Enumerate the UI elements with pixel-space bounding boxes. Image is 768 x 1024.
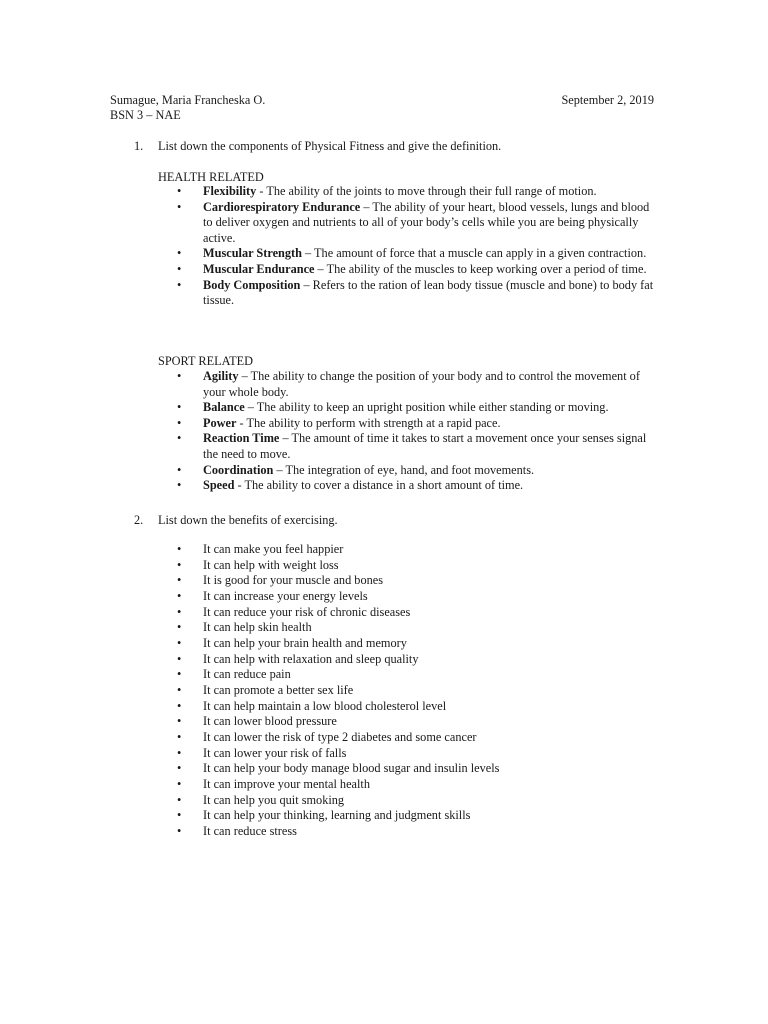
term: Muscular Endurance <box>203 261 315 276</box>
benefit-text: It can promote a better sex life <box>203 682 354 697</box>
definition: The ability to perform with strength at a rapid pace. <box>246 415 501 430</box>
list-item <box>158 542 658 558</box>
term: Speed <box>203 478 235 493</box>
list-item <box>158 400 658 416</box>
bullet-icon: • <box>177 557 182 572</box>
bullet-icon: • <box>177 823 182 838</box>
list-item <box>158 777 658 793</box>
list-item <box>158 369 658 400</box>
bullet-icon: • <box>177 620 182 635</box>
definition: The ability to keep an upright position while either standing or moving. <box>256 400 609 415</box>
benefit-text: It can make you feel happier <box>203 542 344 556</box>
list-item <box>158 262 658 278</box>
student-name: Sumague, Maria Francheska O. <box>110 93 266 107</box>
bullet-icon: • <box>177 745 182 760</box>
separator: – <box>273 462 286 477</box>
benefit-text: It can reduce pain <box>203 667 291 682</box>
list-item <box>158 200 658 247</box>
list-item <box>158 793 658 809</box>
bullet-icon: • <box>177 415 182 430</box>
bullet-icon: • <box>177 588 182 603</box>
list-item <box>158 636 658 652</box>
benefit-text: It can help with weight loss <box>203 557 339 572</box>
list-item <box>158 746 658 762</box>
definition: Refers to the ration of lean body tissue (muscle and bone) to body fat tissue. <box>203 277 654 308</box>
list-item <box>158 184 658 200</box>
term: Agility <box>203 369 239 383</box>
bullet-icon: • <box>177 246 182 261</box>
list-item <box>158 620 658 636</box>
definition: The ability of your heart, blood vessels, lungs and blood to deliver oxygen and nutrients to all of your body’s cells while you are being physically active. <box>203 199 650 245</box>
bullet-icon: • <box>177 573 182 588</box>
bullet-icon: • <box>177 199 182 214</box>
benefit-text: It can help your brain health and memory <box>203 635 407 650</box>
term: Power <box>203 415 237 430</box>
separator: – <box>238 369 251 383</box>
list-item <box>158 761 658 777</box>
sport-related-heading: SPORT RELATED <box>158 354 254 368</box>
bullet-icon: • <box>177 729 182 744</box>
list-item <box>158 478 658 494</box>
list-item <box>158 605 658 621</box>
question-text: List down the components of Physical Fitness and give the definition. <box>158 139 502 153</box>
definition: The ability to change the position of your body and to control the movement of your whole body. <box>203 369 640 399</box>
bullet-icon: • <box>177 604 182 619</box>
list-item <box>158 714 658 730</box>
list-item <box>158 699 658 715</box>
health-related-list <box>158 184 658 309</box>
list-item <box>158 416 658 432</box>
definition: The amount of time it takes to start a movement once your senses signal the need to move. <box>203 431 647 461</box>
bullet-icon: • <box>177 792 182 807</box>
bullet-icon: • <box>177 761 182 776</box>
bullet-icon: • <box>177 431 182 446</box>
separator: - <box>234 478 245 493</box>
bullet-icon: • <box>177 651 182 666</box>
term: Cardiorespiratory Endurance <box>203 199 361 214</box>
list-item <box>158 824 658 840</box>
health-related-heading: HEALTH RELATED <box>158 170 264 184</box>
benefit-text: It is good for your muscle and bones <box>203 573 383 588</box>
question-number: 2. <box>134 513 144 527</box>
bullet-icon: • <box>177 542 182 556</box>
course-section: BSN 3 – NAE <box>110 108 181 122</box>
term: Flexibility <box>203 184 257 198</box>
question-text: List down the benefits of exercising. <box>158 513 338 527</box>
bullet-icon: • <box>177 682 182 697</box>
benefit-text: It can help with relaxation and sleep quality <box>203 651 419 666</box>
separator: – <box>301 246 315 261</box>
benefit-text: It can lower your risk of falls <box>203 745 347 760</box>
list-item <box>158 558 658 574</box>
list-item <box>158 589 658 605</box>
bullet-icon: • <box>177 714 182 729</box>
benefits-list <box>158 542 658 839</box>
benefit-text: It can reduce stress <box>203 823 297 838</box>
bullet-icon: • <box>177 698 182 713</box>
term: Balance <box>203 400 245 415</box>
bullet-icon: • <box>177 635 182 650</box>
list-item <box>158 463 658 479</box>
benefit-text: It can help your body manage blood sugar and insulin levels <box>203 761 500 776</box>
bullet-icon: • <box>177 184 182 198</box>
list-item <box>158 652 658 668</box>
separator: – <box>314 261 327 276</box>
benefit-text: It can reduce your risk of chronic diseases <box>203 604 411 619</box>
benefit-text: It can increase your energy levels <box>203 588 368 603</box>
separator: - <box>256 184 267 198</box>
term: Reaction Time <box>203 431 280 446</box>
term: Muscular Strength <box>203 246 302 261</box>
benefit-text: It can help your thinking, learning and judgment skills <box>203 808 471 823</box>
bullet-icon: • <box>177 808 182 823</box>
benefit-text: It can improve your mental health <box>203 776 370 791</box>
definition: The ability of the joints to move through their full range of motion. <box>266 184 597 198</box>
list-item <box>158 431 658 462</box>
bullet-icon: • <box>177 462 182 477</box>
bullet-icon: • <box>177 667 182 682</box>
bullet-icon: • <box>177 776 182 791</box>
list-item <box>158 683 658 699</box>
sport-related-list <box>158 369 658 494</box>
benefit-text: It can help you quit smoking <box>203 792 345 807</box>
term: Body Composition <box>203 277 301 292</box>
definition: The integration of eye, hand, and foot movements. <box>285 462 535 477</box>
benefit-text: It can lower the risk of type 2 diabetes and some cancer <box>203 729 477 744</box>
benefit-text: It can help skin health <box>203 620 312 635</box>
bullet-icon: • <box>177 478 182 493</box>
bullet-icon: • <box>177 277 182 292</box>
document-date: September 2, 2019 <box>561 93 654 107</box>
bullet-icon: • <box>177 369 182 383</box>
list-item <box>158 246 658 262</box>
separator: - <box>236 415 247 430</box>
benefit-text: It can help maintain a low blood cholesterol level <box>203 698 447 713</box>
list-item <box>158 573 658 589</box>
separator: – <box>300 277 313 292</box>
separator: – <box>360 199 373 214</box>
definition: The ability to cover a distance in a short amount of time. <box>244 478 524 493</box>
term: Coordination <box>203 462 274 477</box>
bullet-icon: • <box>177 400 182 415</box>
separator: – <box>279 431 292 446</box>
list-item <box>158 278 658 309</box>
list-item <box>158 730 658 746</box>
definition: The amount of force that a muscle can apply in a given contraction. <box>314 246 647 261</box>
definition: The ability of the muscles to keep working over a period of time. <box>326 261 647 276</box>
benefit-text: It can lower blood pressure <box>203 714 337 729</box>
question-number: 1. <box>134 139 144 153</box>
separator: – <box>244 400 257 415</box>
bullet-icon: • <box>177 261 182 276</box>
list-item <box>158 808 658 824</box>
list-item <box>158 667 658 683</box>
